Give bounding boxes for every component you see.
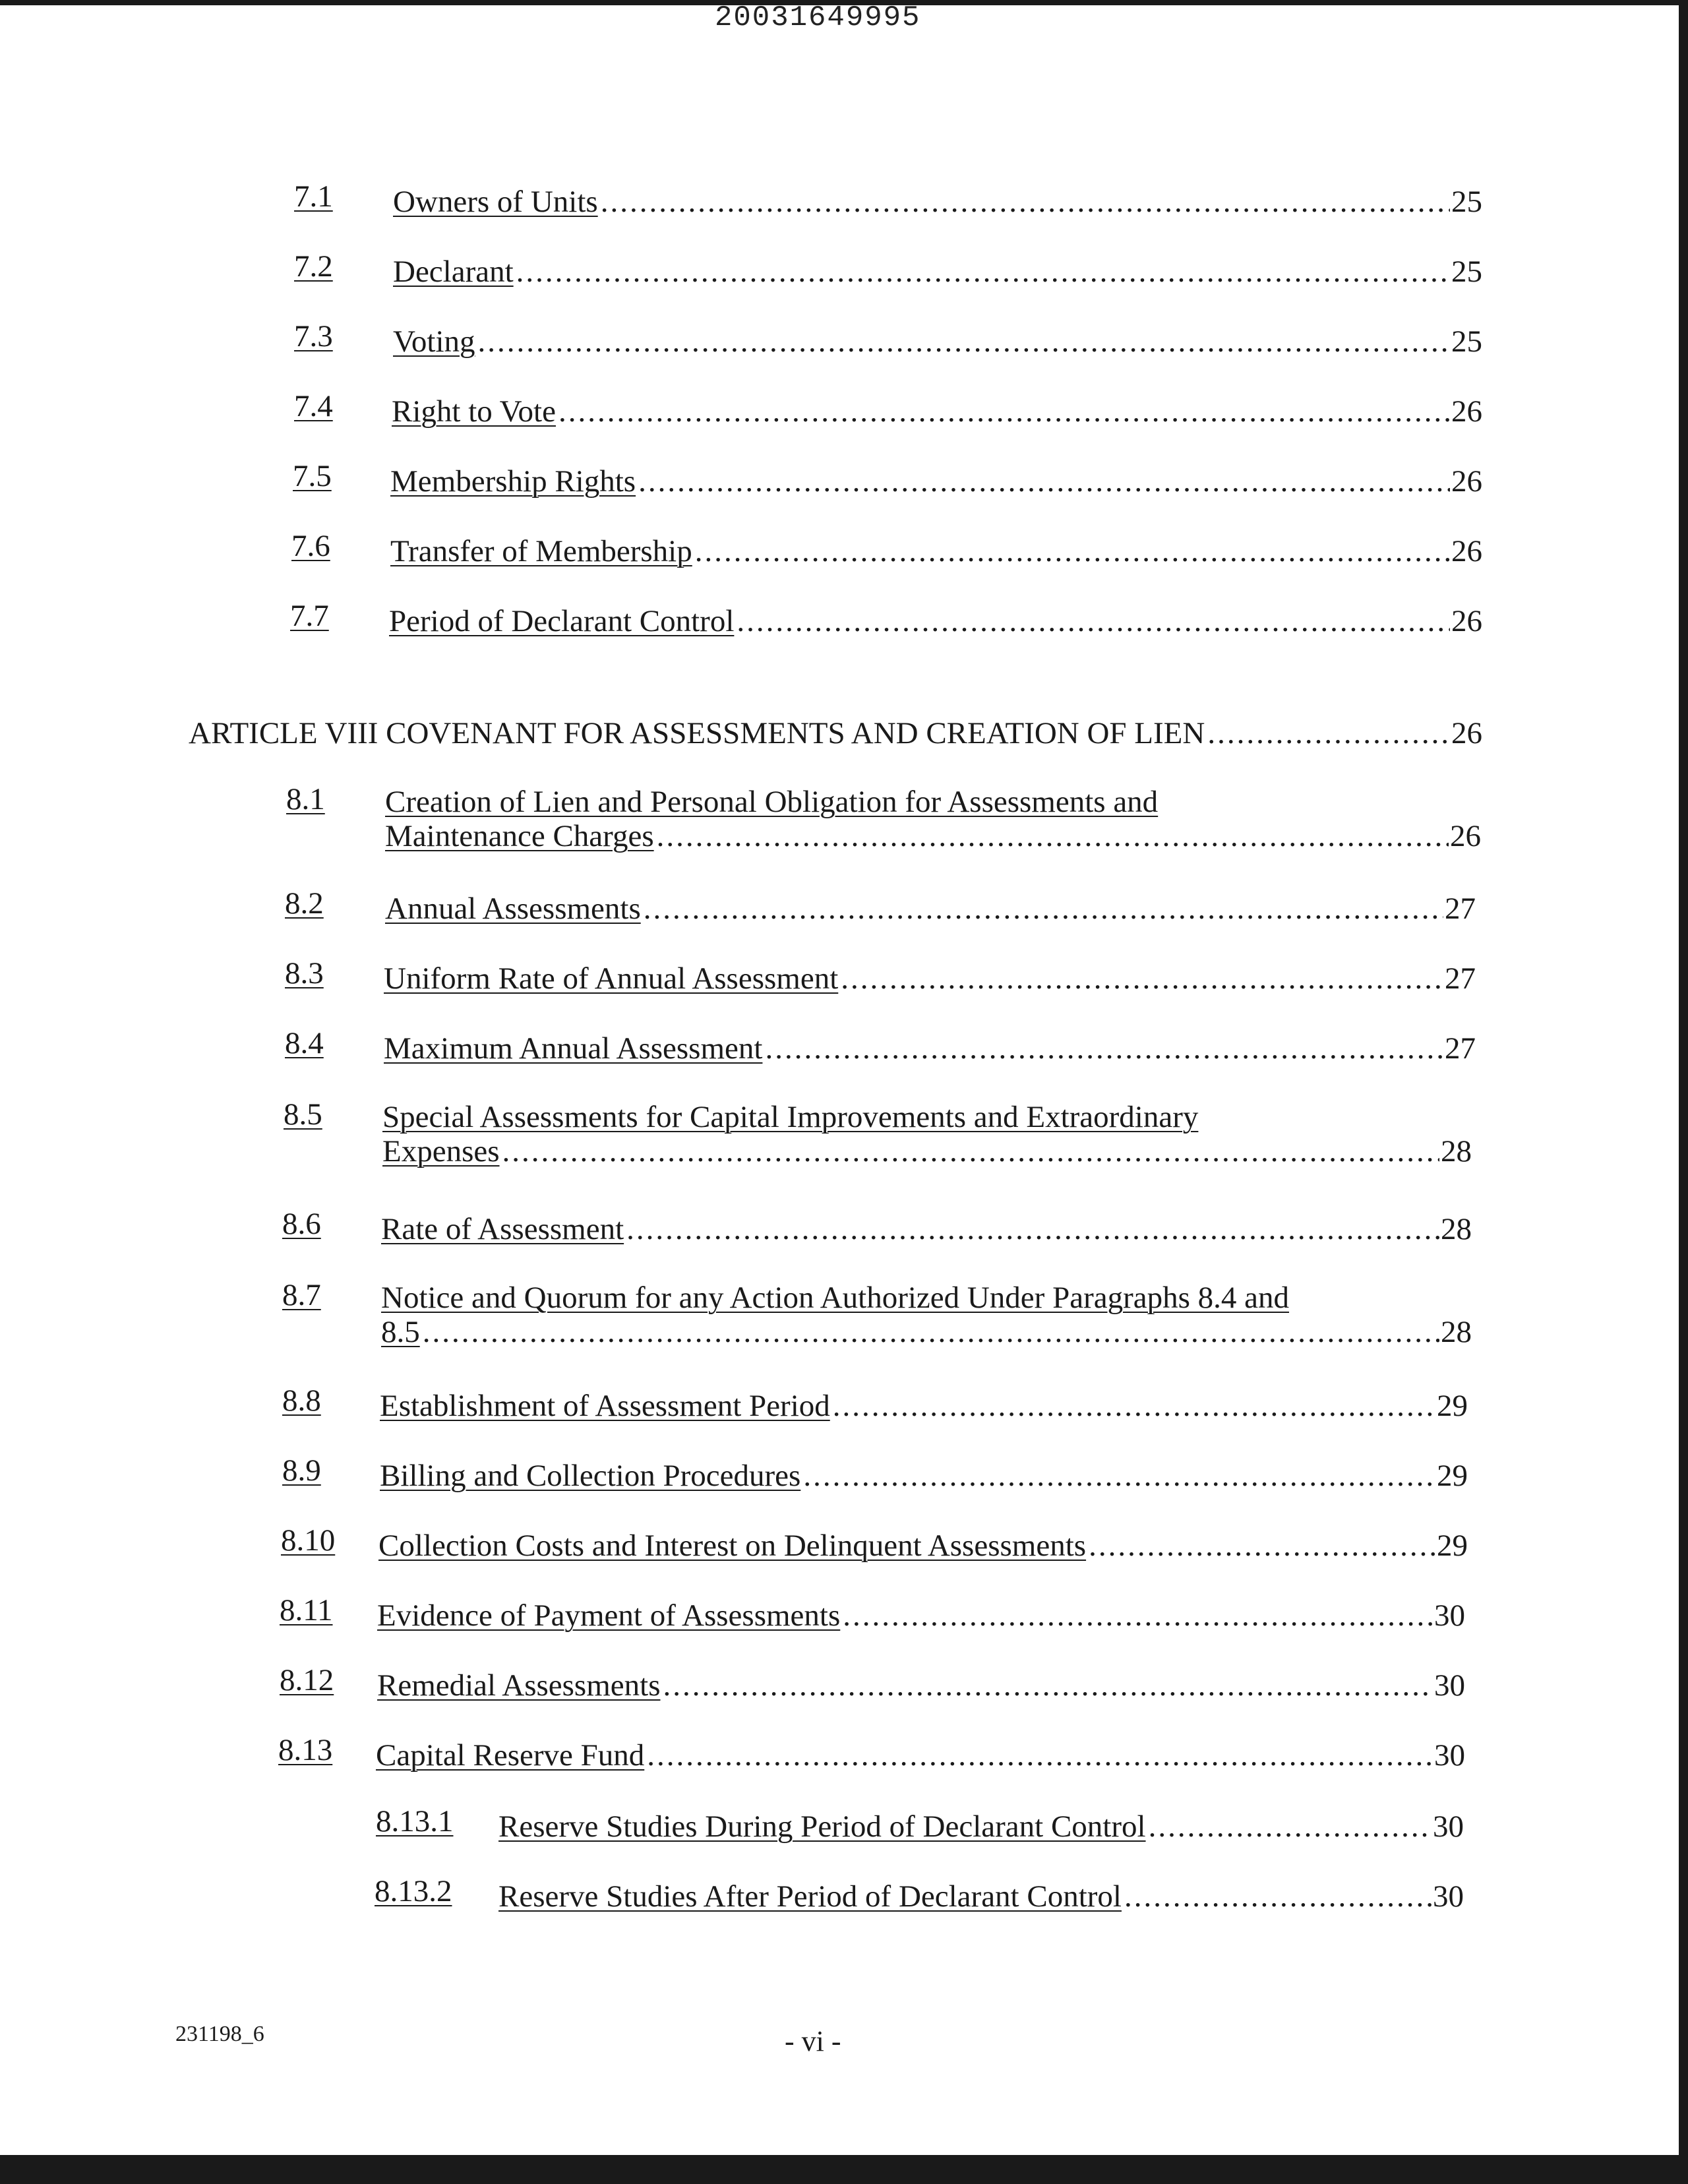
entry-row: [389, 604, 1482, 638]
entry-row: [385, 892, 1476, 926]
dot-leader: [516, 255, 1450, 289]
document-id: 20031649995: [715, 1, 921, 34]
entry-title-line1: Special Assessments for Capital Improvements and Extraordinary: [382, 1100, 1199, 1134]
entry-title: 8.5: [381, 1315, 420, 1349]
dot-leader: [1124, 1879, 1432, 1914]
entry-row: [393, 255, 1482, 289]
entry-number: 8.10: [281, 1523, 336, 1558]
entry-page: 30: [1434, 1668, 1465, 1703]
entry-page: 26: [1451, 394, 1482, 429]
entry-row: [384, 1031, 1476, 1066]
entry-row: [384, 961, 1476, 996]
entry-page: 25: [1451, 185, 1482, 219]
entry-row: [393, 185, 1482, 219]
entry-number: 8.3: [285, 956, 324, 990]
entry-title: Billing and Collection Procedures: [380, 1459, 801, 1493]
entry-page: 29: [1437, 1459, 1468, 1493]
entry-page: 25: [1451, 255, 1482, 289]
entry-number: 8.4: [285, 1026, 324, 1060]
entry-page: 29: [1437, 1529, 1468, 1563]
entry-title: Declarant: [393, 255, 514, 289]
entry-number: 8.5: [284, 1097, 322, 1132]
entry-number: 7.1: [294, 179, 333, 214]
dot-leader: [1149, 1809, 1432, 1844]
entry-row: [377, 1668, 1465, 1703]
entry-number: 8.11: [280, 1593, 333, 1627]
article-page: 26: [1451, 716, 1482, 750]
entry-page: 27: [1445, 961, 1476, 996]
entry-page: 26: [1450, 819, 1481, 853]
entry-page: 28: [1441, 1134, 1472, 1168]
entry-row: [498, 1809, 1464, 1844]
entry-title: Annual Assessments: [385, 892, 641, 926]
footer-page-number: - vi -: [785, 2025, 841, 2057]
entry-row: [390, 464, 1482, 499]
entry-page: 29: [1437, 1389, 1468, 1423]
entry-row: [376, 1738, 1465, 1773]
entry-page: 30: [1433, 1809, 1464, 1844]
entry-page: 27: [1445, 1031, 1476, 1066]
entry-number: 8.1: [286, 782, 325, 816]
entry-page: 28: [1441, 1212, 1472, 1246]
entry-row: [378, 1529, 1468, 1563]
entry-number: 8.13: [278, 1733, 333, 1767]
entry-number: 7.4: [294, 389, 333, 423]
entry-title: Voting: [393, 324, 475, 359]
entry-title: Right to Vote: [392, 394, 556, 429]
entry-number: 8.9: [282, 1453, 321, 1488]
entry-title: Transfer of Membership: [390, 534, 692, 568]
entry-row: [377, 1598, 1465, 1633]
entry-title: Maintenance Charges: [385, 819, 654, 853]
entry-row: [382, 1134, 1472, 1168]
entry-title: Collection Costs and Interest on Delinquent Assessments: [378, 1529, 1087, 1563]
entry-number: 8.8: [282, 1383, 321, 1418]
entry-title: Reserve Studies After Period of Declarant Control: [498, 1879, 1122, 1914]
entry-page: 27: [1445, 892, 1476, 926]
entry-number: 8.2: [285, 886, 324, 921]
entry-title: Capital Reserve Fund: [376, 1738, 645, 1773]
entry-row: [381, 1212, 1472, 1246]
entry-title: Establishment of Assessment Period: [380, 1389, 830, 1423]
entry-row: [381, 1315, 1472, 1349]
article-row: [189, 716, 1482, 750]
entry-page: 30: [1434, 1738, 1465, 1773]
entry-row: [380, 1459, 1468, 1493]
dot-leader: [843, 1598, 1433, 1633]
entry-number: 7.5: [293, 459, 332, 493]
footer-doc-ref: 231198_6: [175, 2022, 264, 2046]
dot-leader: [423, 1315, 1439, 1349]
entry-number: 8.13.2: [375, 1874, 452, 1908]
scan-border-bottom: [0, 2155, 1688, 2184]
entry-page: 25: [1451, 324, 1482, 359]
dot-leader: [657, 819, 1449, 853]
dot-leader: [833, 1389, 1435, 1423]
entry-page: 28: [1441, 1315, 1472, 1349]
entry-row: [498, 1879, 1464, 1914]
dot-leader: [765, 1031, 1443, 1066]
entry-row: [390, 534, 1482, 568]
entry-number: 8.12: [280, 1663, 334, 1697]
entry-title-line1: Notice and Quorum for any Action Authorized Under Paragraphs 8.4 and: [381, 1281, 1289, 1315]
dot-leader: [737, 604, 1450, 638]
dot-leader: [841, 961, 1443, 996]
dot-leader: [626, 1212, 1439, 1246]
entry-page: 30: [1433, 1879, 1464, 1914]
entry-number: 7.2: [294, 249, 333, 284]
dot-leader: [663, 1668, 1433, 1703]
dot-leader: [638, 464, 1450, 499]
article-title: ARTICLE VIII COVENANT FOR ASSESSMENTS AND CREATION OF LIEN: [189, 716, 1205, 750]
dot-leader: [558, 394, 1450, 429]
entry-title: Period of Declarant Control: [389, 604, 735, 638]
entry-title-line1: Creation of Lien and Personal Obligation for Assessments and: [385, 785, 1159, 819]
entry-page: 26: [1451, 534, 1482, 568]
dot-leader: [478, 324, 1451, 359]
entry-number: 7.6: [291, 529, 330, 563]
dot-leader: [803, 1459, 1435, 1493]
entry-row: [392, 394, 1482, 429]
entry-page: 30: [1434, 1598, 1465, 1633]
entry-row: [385, 819, 1481, 853]
entry-number: 7.7: [290, 599, 329, 633]
entry-title: Remedial Assessments: [377, 1668, 661, 1703]
entry-title: Evidence of Payment of Assessments: [377, 1598, 841, 1633]
entry-page: 26: [1451, 464, 1482, 499]
entry-title: Rate of Assessment: [381, 1212, 624, 1246]
dot-leader: [1089, 1529, 1435, 1563]
dot-leader: [695, 534, 1450, 568]
entry-number: 8.13.1: [376, 1804, 454, 1838]
entry-page: 26: [1451, 604, 1482, 638]
entry-row: [380, 1389, 1468, 1423]
dot-leader: [1207, 716, 1450, 750]
entry-number: 7.3: [294, 319, 333, 353]
entry-title: Membership Rights: [390, 464, 636, 499]
entry-title: Reserve Studies During Period of Declarant Control: [498, 1809, 1146, 1844]
entry-row: [393, 324, 1482, 359]
entry-title: Maximum Annual Assessment: [384, 1031, 763, 1066]
dot-leader: [601, 185, 1450, 219]
dot-leader: [644, 892, 1443, 926]
entry-number: 8.6: [282, 1207, 321, 1241]
entry-title: Expenses: [382, 1134, 500, 1168]
dot-leader: [502, 1134, 1439, 1168]
entry-title: Owners of Units: [393, 185, 598, 219]
entry-title: Uniform Rate of Annual Assessment: [384, 961, 839, 996]
dot-leader: [647, 1738, 1433, 1773]
entry-number: 8.7: [282, 1278, 321, 1312]
scan-border-right: [1679, 0, 1688, 2184]
